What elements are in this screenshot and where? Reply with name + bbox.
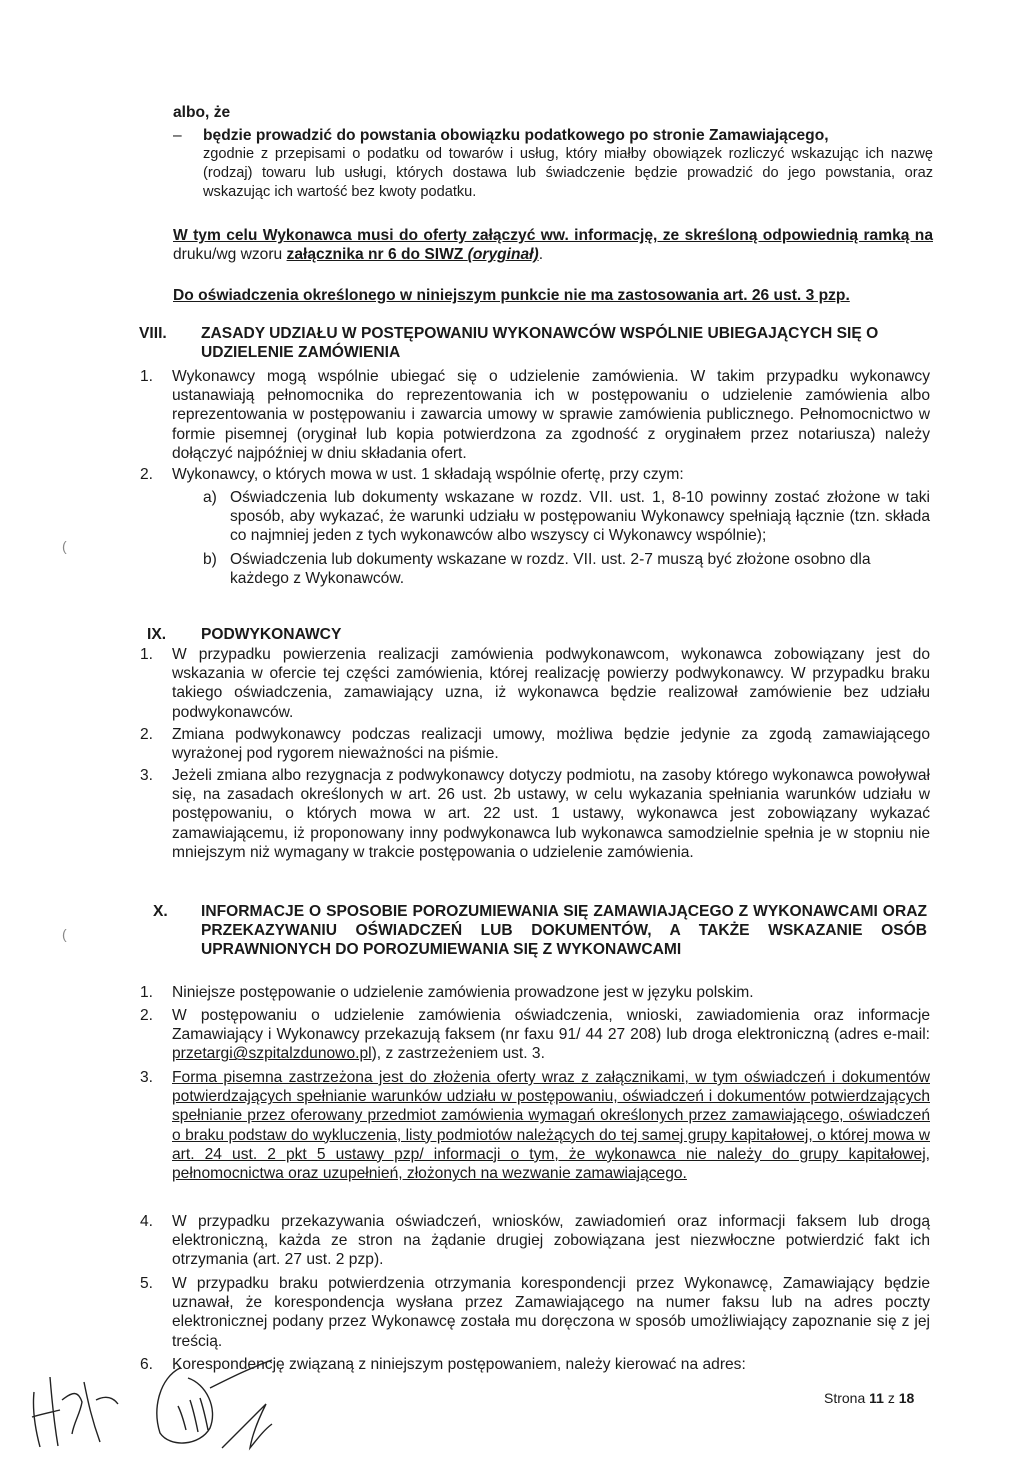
- section-x-title: INFORMACJE O SPOSOBIE POROZUMIEWANIA SIĘ ZAMAWIAJĄCEGO Z WYKONAWCAMI ORAZ PRZEKAZYWANIU OŚWIADCZEŃ LUB DOKUMENTÓW, A TAKŻE WSKAZANIE OSÓB UPRAWNIONYCH DO POROZUMIEWANIA SIĘ Z WYKONAWCAMI: [201, 903, 927, 959]
- intro-dash-item: – będzie prowadzić do powstania obowiązku podatkowego po stronie Zamawiającego,: [173, 127, 829, 144]
- page-footer: Strona 11 z 18: [824, 1390, 915, 1406]
- page-number: 11: [869, 1390, 884, 1406]
- section-ix-title: PODWYKONAWCY: [201, 626, 342, 643]
- margin-paren-mark: (: [62, 538, 67, 554]
- section-viii-title: ZASADY UDZIAŁU W POSTĘPOWANIU WYKONAWCÓW WSPÓLNIE UBIEGAJĄCYCH SIĘ O UDZIELENIE ZAMÓWIENIA: [201, 325, 879, 362]
- section-viii: VIII. ZASADY UDZIAŁU W POSTĘPOWANIU WYKONAWCÓW WSPÓLNIE UBIEGAJĄCYCH SIĘ O UDZIELENIE ZAMÓWIENIA: [139, 324, 939, 362]
- page-total: 18: [898, 1390, 915, 1406]
- section-x-point-2: 2. W postępowaniu o udzielenie zamówienia oświadczenia, wnioski, zawiadomienia oraz informacje Zamawiający i Wykonawcy przekazują faksem (nr faxu 91/ 44 27 208) lub droga elektroniczną (adres e-mail: przetargi@szpitalzdunowo.pl), z zastrzeżeniem ust. 3.: [140, 1007, 930, 1063]
- section-x-point-5: 5. W przypadku braku potwierdzenia otrzymania korespondencji przez Wykonawcę, Zamawiający będzie uznawał, że korespondencja wysłana przez Zamawiającego na numer faksu lub na adres poczty elektronicznej podany przez Wykonawcę została mu doręczona w sposób umożliwiający zapoznanie się z jej treścią.: [140, 1275, 930, 1350]
- margin-paren-mark: (: [62, 926, 67, 942]
- section-viii-point-2: 2. Wykonawcy, o których mowa w ust. 1 składają wspólnie ofertę, przy czym:: [140, 466, 684, 483]
- intro-note-attachment: W tym celu Wykonawca musi do oferty załączyć ww. informację, ze skreśloną odpowiednią ramką na druku/wg wzoru załącznika nr 6 do SIWZ (oryginał).: [173, 227, 933, 264]
- sublist-item-b: b) Oświadczenia lub dokumenty wskazane w rozdz. VII. ust. 2-7 muszą być złożone osobno dla każdego z Wykonawców.: [203, 550, 871, 587]
- section-ix-point-1: 1. W przypadku powierzenia realizacji zamówienia podwykonawcom, wykonawca zobowiązany jest do wskazania w ofercie tej części zamówienia, której realizację powierzy podwykonawcy. W przypadku braku takiego oświadczenia, zamawiający uzna, iż wykonawca będzie realizował zamówienie bez udziału podwykonawców.: [140, 646, 930, 721]
- sublist-item-a: a) Oświadczenia lub dokumenty wskazane w rozdz. VII. ust. 1, 8-10 powinny zostać złożone w taki sposób, aby wykazać, że warunki udziału w postępowaniu Wykonawcy spełniają łącznie (tzn. składa co najmniej jeden z tych wykonawców albo wszyscy ci Wykonawcy wspólnie);: [203, 489, 930, 545]
- section-ix-point-2: 2. Zmiana podwykonawcy podczas realizacji umowy, możliwa będzie jedynie za zgodą zamawiającego wyrażonej pod rygorem nieważności na piśmie.: [140, 726, 930, 763]
- section-ix: IX. PODWYKONAWCY: [147, 625, 927, 644]
- intro-dash-rest: zgodnie z przepisami o podatku od towarów i usług, który miałby obowiązek rozliczyć wskazując ich nazwę (rodzaj) towaru lub usługi, których dostawa lub świadczenie będzie prowadzić do jego powstania, oraz wskazując ich wartość bez kwoty podatku.: [203, 146, 933, 201]
- intro-lead: albo, że: [173, 104, 231, 121]
- section-x-point-4: 4. W przypadku przekazywania oświadczeń, wniosków, zawiadomień oraz informacji faksem lub drogą elektroniczną, każda ze stron na żądanie drugiej zobowiązana jest niezwłoczne potwierdzić fakt ich otrzymania (art. 27 ust. 2 pzp).: [140, 1213, 930, 1269]
- section-x-point-1: 1. Niniejsze postępowanie o udzielenie zamówienia prowadzone jest w języku polskim.: [140, 984, 754, 1001]
- section-viii-point-1: 1. Wykonawcy mogą wspólnie ubiegać się o udzielenie zamówienia. W takim przypadku wykonawcy ustanawiają pełnomocnika do reprezentowania ich w postępowaniu o udzielenie zamówienia albo reprezentowania w postępowaniu i zawarcia umowy w sprawie zamówienia publicznego. Pełnomocnictwo w formie pisemnej (oryginał lub kopia potwierdzona za zgodność z oryginałem przez notariusza) należy dołączyć najpóźniej w dniu składania ofert.: [140, 368, 930, 462]
- section-ix-point-3: 3. Jeżeli zmiana albo rezygnacja z podwykonawcy dotyczy podmiotu, na zasoby którego wykonawca powoływał się, na zasadach określonych w art. 26 ust. 2b ustawy, w celu wykazania spełniania warunków udziału w postępowaniu, o których mowa w art. 22 ust. 1 ustawy, wykonawca jest zobowiązany wykazać zamawiającemu, iż proponowany inny podwykonawca lub wykonawca samodzielnie spełnia je w stopniu nie mniejszym niż wymagany w trakcie postępowania o udzielenie zamówienia.: [140, 767, 930, 861]
- handwritten-signature: [140, 1348, 290, 1456]
- intro-note-art26: Do oświadczenia określonego w niniejszym punkcie nie ma zastosowania art. 26 ust. 3 pzp.: [173, 287, 850, 304]
- handwritten-initials: [22, 1362, 132, 1452]
- email-link[interactable]: przetargi@szpitalzdunowo.pl: [172, 1045, 372, 1063]
- section-x-point-6: 6. Korespondencję związaną z niniejszym postępowaniem, należy kierować na adres:: [140, 1356, 746, 1373]
- section-x-point-3: 3. Forma pisemna zastrzeżona jest do złożenia oferty wraz z załącznikami, w tym oświadczeń i dokumentów potwierdzających spełnianie warunków udziału w postępowaniu, oświadczeń i dokumentów potwierdzających spełnianie przez oferowany przedmiot zamówienia wymagań określonych przez zamawiającego, oświadczeń o braku podstaw do wykluczenia, listy podmiotów należących do tej samej grupy kapitałowej, o której mowa w art. 24 ust. 2 pkt 5 ustawy pzp/ informacji o tym, że wykonawca nie należy do grupy kapitałowej, pełnomocnictwa oraz uzupełnień, złożonych na wezwanie zamawiającego.: [140, 1069, 930, 1183]
- section-viii-sublist: [203, 488, 930, 588]
- section-x: X. INFORMACJE O SPOSOBIE POROZUMIEWANIA SIĘ ZAMAWIAJĄCEGO Z WYKONAWCAMI ORAZ PRZEKAZYWANIU OŚWIADCZEŃ LUB DOKUMENTÓW, A TAKŻE WSKAZANIE OSÓB UPRAWNIONYCH DO POROZUMIEWANIA SIĘ Z WYKONAWCAMI: [153, 903, 927, 959]
